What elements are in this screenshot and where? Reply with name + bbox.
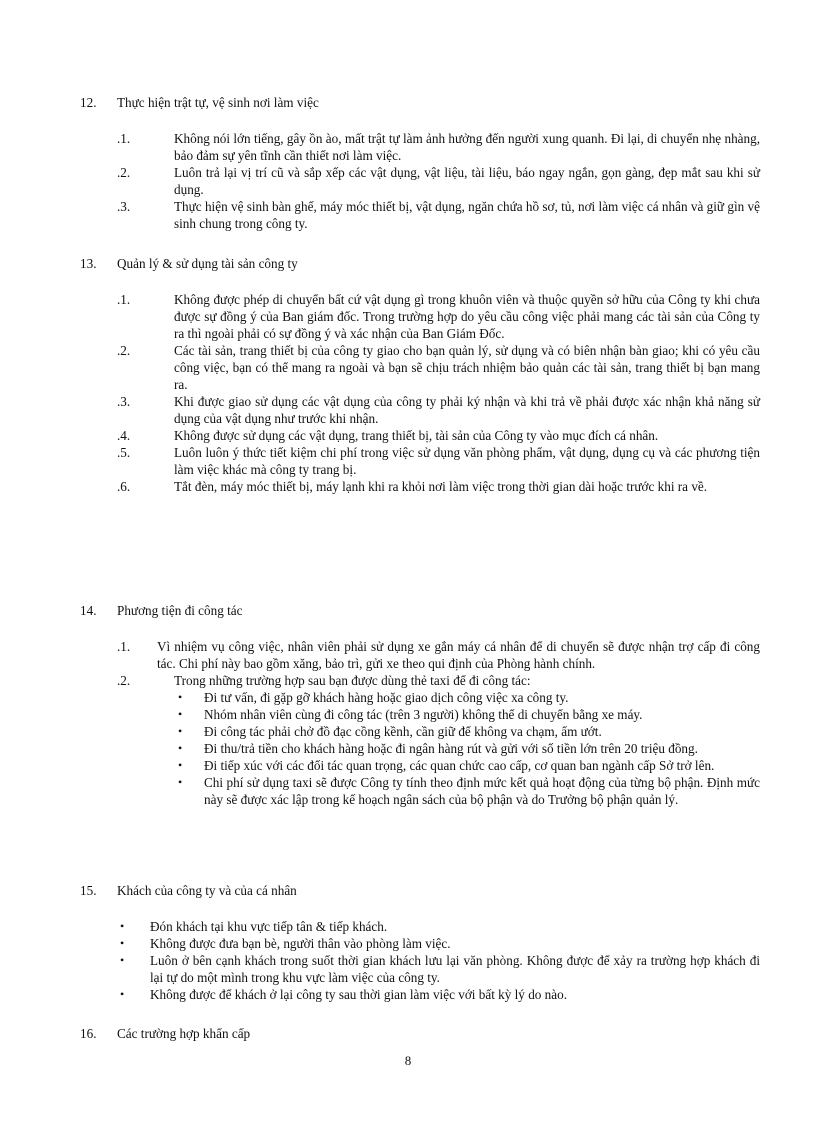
list-item: [80, 427, 760, 444]
bullet-item: • Chi phí sử dụng taxi sẽ được Công ty tính theo định mức kết quả hoạt động của từng bộ phận. Định mức này sẽ được xác lập trong kế hoạch ngân sách của bộ phận và do Trưởng bộ phận quản lý.: [174, 774, 760, 808]
bullet-item: • Luôn ở bên cạnh khách trong suốt thời gian khách lưu lại văn phòng. Không được để xảy ra trường hợp khách đi lại tự do một mình trong khu vực làm việc của công ty.: [116, 952, 760, 986]
item-text: Khi được giao sử dụng các vật dụng của công ty phải ký nhận và khi trả về phải được xác nhận khả năng sử dụng của vật dụng như trước khi nhận.: [174, 394, 760, 426]
section-12: [80, 94, 760, 232]
bullet-item: • Đi thu/trả tiền cho khách hàng hoặc đi ngân hàng rút và gửi với số tiền lớn trên 20 triệu đồng.: [174, 740, 760, 757]
section-number: 12.: [80, 95, 97, 110]
bullet-item: • Không được để khách ở lại công ty sau thời gian làm việc với bất kỳ lý do nào.: [116, 986, 760, 1003]
list-item: [80, 672, 760, 689]
item-text: Luôn luôn ý thức tiết kiệm chi phí trong việc sử dụng văn phòng phẩm, vật dụng, dụng cụ và các phương tiện làm việc khác mà công ty trang bị.: [174, 445, 760, 477]
list-item: [80, 198, 760, 232]
item-text: Tắt đèn, máy móc thiết bị, máy lạnh khi ra khỏi nơi làm việc trong thời gian dài hoặc trước khi ra về.: [174, 479, 708, 494]
section-heading: [80, 94, 760, 112]
section-title: Các trường hợp khẩn cấp: [117, 1026, 251, 1041]
item-number: .5.: [117, 445, 131, 460]
section-13: [80, 255, 760, 495]
list-item: [80, 164, 760, 198]
item-number: .1.: [117, 131, 131, 146]
section-number: 16.: [80, 1026, 97, 1041]
item-text: Các tài sản, trang thiết bị của công ty giao cho bạn quản lý, sử dụng và có biên nhận bàn giao; khi có yêu cầu công việc, bạn có thể mang ra ngoài và bạn sẽ chịu trách nhiệm bảo quản các tài sản, trang thiết bị bạn mang ra.: [174, 343, 760, 392]
item-number: .2.: [117, 165, 131, 180]
bullet-item: • Đón khách tại khu vực tiếp tân & tiếp khách.: [116, 918, 760, 935]
section-number: 14.: [80, 603, 97, 618]
bullet-item: • Đi tiếp xúc với các đối tác quan trọng, các quan chức cao cấp, cơ quan ban ngành cấp Sở trở lên.: [174, 757, 760, 774]
section-14: [80, 602, 760, 808]
item-number: .1.: [117, 639, 131, 654]
item-number: .3.: [117, 394, 131, 409]
item-text: Luôn trả lại vị trí cũ và sắp xếp các vật dụng, vật liệu, tài liệu, báo ngay ngắn, gọn gàng, đẹp mắt sau khi sử dụng.: [174, 165, 760, 197]
section-heading: [80, 602, 760, 620]
section-15: [80, 882, 760, 1003]
bullet-item: • Không được đưa bạn bè, người thân vào phòng làm việc.: [116, 935, 760, 952]
item-number: .1.: [117, 292, 131, 307]
section-title: Thực hiện trật tự, vệ sinh nơi làm việc: [117, 95, 319, 110]
section-16: [80, 1025, 760, 1043]
item-number: .2.: [117, 343, 131, 358]
section-number: 13.: [80, 256, 97, 271]
item-text: Không được sử dụng các vật dụng, trang thiết bị, tài sản của Công ty vào mục đích cá nhân.: [174, 428, 659, 443]
list-item: [80, 444, 760, 478]
section-title: Phương tiện đi công tác: [117, 603, 243, 618]
item-number: .6.: [117, 479, 131, 494]
taxi-bullet-list: [80, 689, 760, 808]
item-number: .4.: [117, 428, 131, 443]
item-text: Không được phép di chuyển bất cứ vật dụng gì trong khuôn viên và thuộc quyền sở hữu của Công ty khi chưa được sự đồng ý của Ban giám đốc. Trong trường hợp do yêu cầu công việc phải mang các tài sản của Công ty ra thì ngoài phải có sự đồng ý và xác nhận của Ban Giám Đốc.: [174, 292, 760, 341]
item-text: Thực hiện vệ sinh bàn ghế, máy móc thiết bị, vật dụng, ngăn chứa hồ sơ, tủ, nơi làm việc cá nhân và giữ gìn vệ sinh chung trong công ty.: [174, 199, 760, 231]
item-text: Trong những trường hợp sau bạn được dùng thẻ taxi để đi công tác:: [174, 673, 531, 688]
bullet-item: • Nhóm nhân viên cùng đi công tác (trên 3 người) không thể di chuyển bằng xe máy.: [174, 706, 760, 723]
item-number: .2.: [117, 673, 131, 688]
list-item: [80, 130, 760, 164]
item-number: .3.: [117, 199, 131, 214]
section-title: Quản lý & sử dụng tài sản công ty: [117, 256, 298, 271]
item-text: Vì nhiệm vụ công việc, nhân viên phải sử dụng xe gắn máy cá nhân để di chuyển sẽ được nhận trợ cấp đi công tác. Chi phí này bao gồm xăng, bảo trì, gửi xe theo qui định của Phòng hành chính.: [157, 639, 760, 671]
bullet-item: • Đi công tác phải chở đồ đạc cồng kềnh, cần giữ để không va chạm, ẩm ướt.: [174, 723, 760, 740]
page-number: 8: [404, 1053, 412, 1068]
list-item: [80, 393, 760, 427]
section-heading: [80, 882, 760, 900]
section-heading: [80, 255, 760, 273]
item-text: Không nói lớn tiếng, gây ồn ào, mất trật tự làm ảnh hưởng đến người xung quanh. Đi lại, di chuyển nhẹ nhàng, bảo đảm sự yên tĩnh cần thiết nơi làm việc.: [174, 131, 760, 163]
list-item: [80, 291, 760, 342]
list-item: [80, 342, 760, 393]
section-heading: [80, 1025, 760, 1043]
section-number: 15.: [80, 883, 97, 898]
section-title: Khách của công ty và của cá nhân: [117, 883, 297, 898]
guest-bullet-list: [80, 918, 760, 1003]
list-item: [80, 478, 760, 495]
list-item: [80, 638, 760, 672]
bullet-item: • Đi tư vấn, đi gặp gỡ khách hàng hoặc giao dịch công việc xa công ty.: [174, 689, 760, 706]
